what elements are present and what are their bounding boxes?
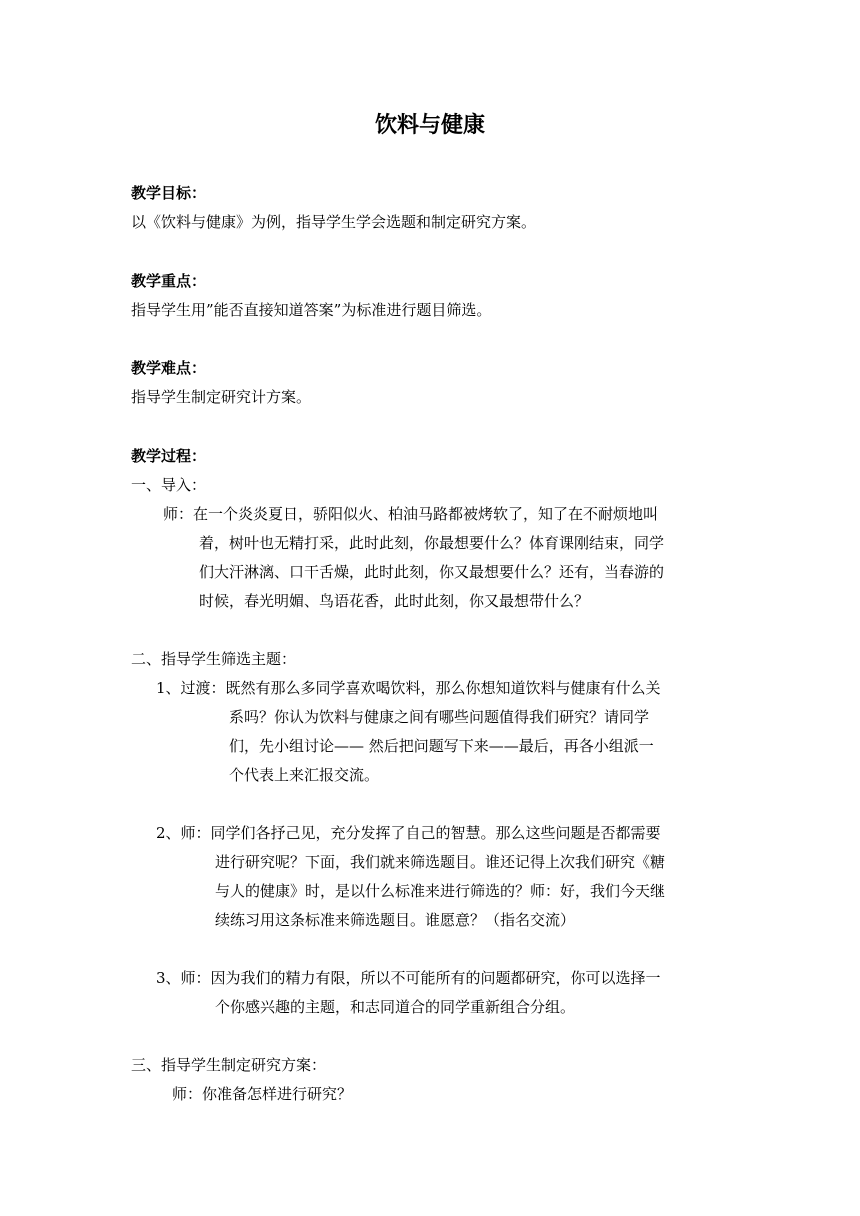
goal-heading: 教学目标： [131, 184, 207, 202]
section3-title: 三、指导学生制定研究方案： [131, 1056, 327, 1074]
section2-item1-line: 1、过渡：既然有那么多同学喜欢喝饮料，那么你想知道饮料与健康有什么关 [156, 679, 661, 697]
section2-item2-line: 续练习用这条标准来筛选题目。谁愿意？（指名交流） [215, 911, 576, 929]
goal-text: 以《饮料与健康》为例，指导学生学会选题和制定研究方案。 [131, 213, 537, 231]
section1-line: 师：在一个炎炎夏日，骄阳似火、柏油马路都被烤软了，知了在不耐烦地叫 [163, 505, 659, 523]
section1-title: 一、导入： [131, 476, 207, 494]
difficulty-heading: 教学难点： [131, 359, 207, 377]
section2-title: 二、指导学生筛选主题： [131, 650, 297, 668]
document-title: 饮料与健康 [374, 113, 485, 138]
key-point-text: 指导学生用”能否直接知道答案”为标准进行题目筛选。 [131, 301, 492, 319]
process-heading: 教学过程： [131, 447, 207, 465]
section2-item1-line: 系吗？你认为饮料与健康之间有哪些问题值得我们研究？请同学 [229, 708, 650, 726]
section2-item1-line: 个代表上来汇报交流。 [229, 766, 380, 784]
section3-teacher-line: 师：你准备怎样进行研究？ [172, 1085, 353, 1103]
section1-line: 们大汗淋漓、口干舌燥，此时此刻，你又最想要什么？还有，当春游的 [199, 563, 665, 581]
section2-item2-line: 与人的健康》时，是以什么标准来进行筛选的？师：好，我们今天继 [215, 882, 666, 900]
section2-item2-line: 进行研究呢？下面，我们就来筛选题目。谁还记得上次我们研究《糖 [215, 853, 666, 871]
key-point-heading: 教学重点： [131, 272, 207, 290]
section1-line: 时候，春光明媚、鸟语花香，此时此刻，你又最想带什么？ [199, 592, 590, 610]
difficulty-text: 指导学生制定研究计方案。 [131, 388, 312, 406]
section2-item3-line: 个你感兴趣的主题，和志同道合的同学重新组合分组。 [215, 998, 576, 1016]
section2-item3-line: 3、师：因为我们的精力有限，所以不可能所有的问题都研究，你可以选择一 [156, 969, 661, 987]
section2-item2-line: 2、师：同学们各抒己见，充分发挥了自己的智慧。那么这些问题是否都需要 [156, 824, 661, 842]
section1-line: 着，树叶也无精打采，此时此刻，你最想要什么？体育课刚结束，同学 [199, 534, 665, 552]
section2-item1-line: 们，先小组讨论—— 然后把问题写下来——最后，再各小组派一 [229, 737, 654, 755]
